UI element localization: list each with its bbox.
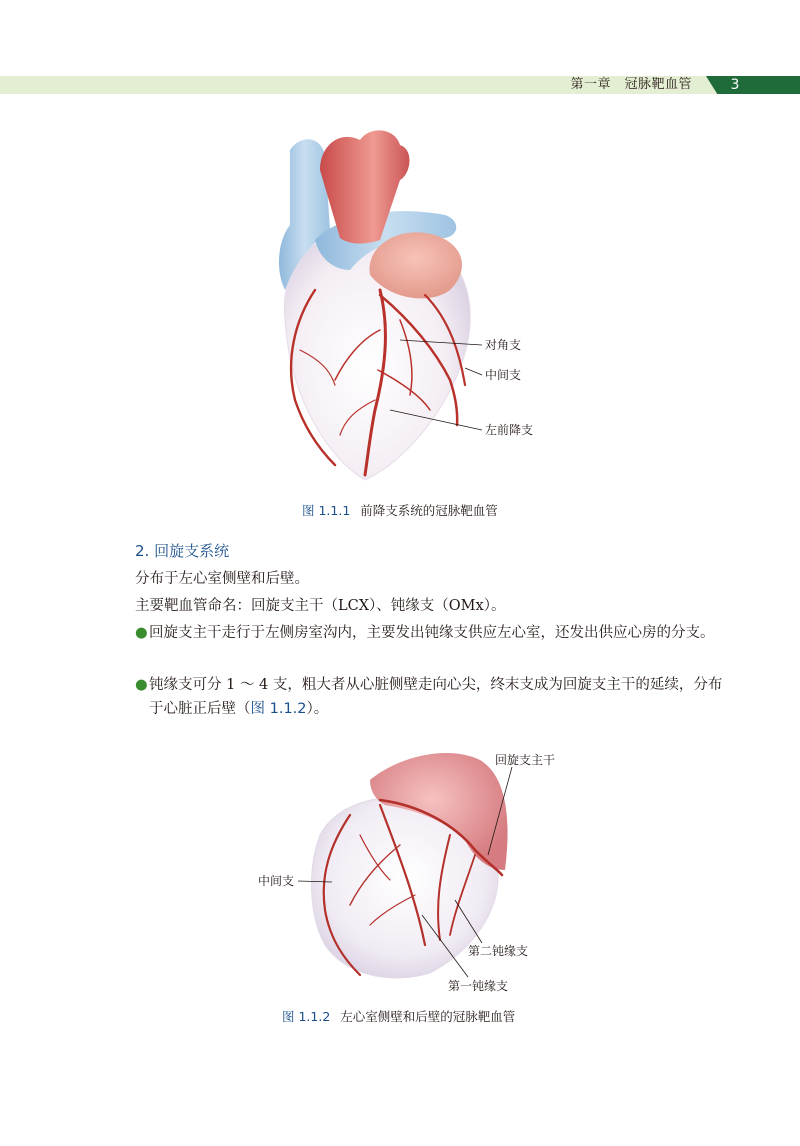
label-ramus: 中间支 (485, 368, 522, 382)
paragraph-distribution: 分布于左心室侧壁和后壁。 (135, 571, 309, 587)
chapter-title: 第一章 冠脉靶血管 (570, 77, 692, 92)
page-number: 3 (730, 77, 740, 93)
label-lcx: 回旋支主干 (495, 753, 556, 767)
figure1-caption-text: 前降支系统的冠脉靶血管 (360, 503, 498, 518)
figure-lateral-heart (250, 745, 570, 995)
bullet-item-lcx (135, 621, 725, 645)
figure1-caption-number: 图 1.1.1 (302, 503, 351, 518)
label-om2: 第二钝缘支 (468, 944, 529, 958)
figure2-caption (282, 1007, 515, 1025)
label-ramus: 中间支 (258, 874, 295, 888)
paragraph-naming: 主要靶血管命名：回旋支主干（LCX）、钝缘支（OMx）。 (135, 598, 506, 614)
label-diagonal: 对角支 (485, 338, 522, 352)
figure2-caption-number: 图 1.1.2 (282, 1009, 331, 1024)
bullet-icon: ● (135, 625, 148, 641)
bullet-text-lcx: 回旋支主干走行于左侧房室沟内，主要发出钝缘支供应左心室，还发出供应心房的分支。 (149, 625, 715, 641)
label-lad: 左前降支 (485, 423, 534, 437)
bullet-icon: ● (135, 677, 148, 693)
section-title: 2. 回旋支系统 (135, 542, 230, 560)
figure1-caption (302, 501, 498, 519)
bullet-item-om (135, 673, 725, 721)
label-om1: 第一钝缘支 (448, 979, 509, 993)
bullet-text-om: 钝缘支可分 1 ～ 4 支，粗大者从心脏侧壁走向心尖，终末支成为回旋支主干的延续，分布于心脏正后壁（图 1.1.2）。 (149, 677, 723, 717)
figure-reference-link[interactable]: 图 1.1.2 (250, 701, 307, 717)
figure2-caption-text: 左心室侧壁和后壁的冠脉靶血管 (340, 1009, 516, 1024)
figure-anterior-heart (260, 120, 560, 490)
